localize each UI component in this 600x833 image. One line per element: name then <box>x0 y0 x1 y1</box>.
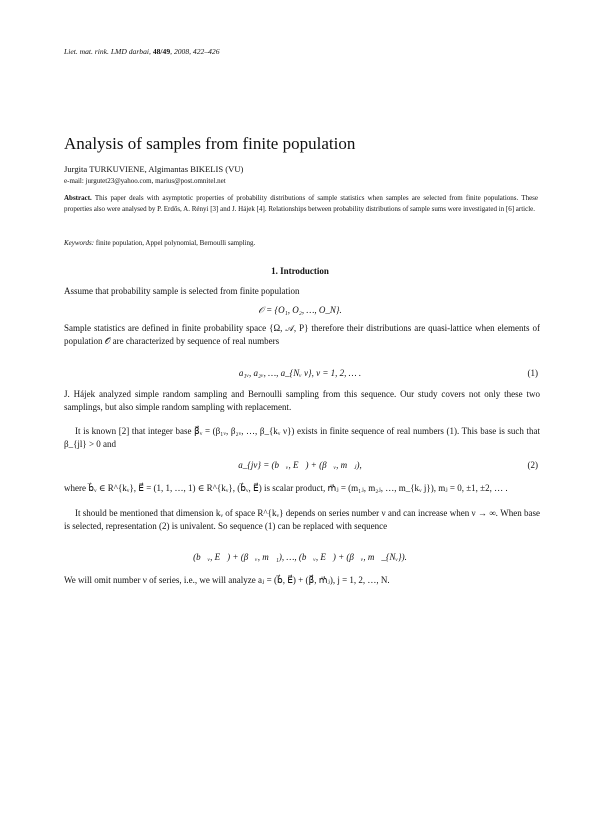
paragraph-2: Sample statistics are defined in finite probability space {Ω, 𝒜, P} therefore their distributions are quasi-lattice when elements of population 𝒪 are characterized by sequence of real numbers <box>64 323 540 346</box>
abstract-text: This paper deals with asymptotic properties of probability distributions of sample statistics when samples are selected from finite populations. These properties also were analysed by P. Erdős, A. Rényi [3] and J. Hájek [4]. Relationships between probability distributions of sample sums were investigated in [6] article. <box>64 194 539 213</box>
journal-name: Liet. mat. rink. LMD darbai, <box>64 47 151 56</box>
paragraph-6: It should be mentioned that dimension kᵥ of space R^{kᵥ} depends on series number ν and can increase when ν → ∞. When base is selected, representation (2) is univalent. So sequence (1) can be replaced with sequence <box>64 508 540 531</box>
keywords-label: Keywords: <box>64 239 95 247</box>
abstract <box>64 193 538 215</box>
keywords-text: finite population, Appel polynomial, Bernoulli sampling. <box>95 239 256 247</box>
equation-1: a₁ᵥ, a₂ᵥ, …, a_{Nᵥ ν}, ν = 1, 2, … . <box>238 368 362 378</box>
author-emails: e-mail: jurgutet23@yahoo.com, marius@post.omnitel.net <box>64 177 226 185</box>
paragraph-1: Assume that probability sample is selected from finite population <box>64 286 300 296</box>
paper-title: Analysis of samples from finite population <box>64 134 356 153</box>
equation-2: a_{jν} = (b⃗ᵥ, E⃗) + (β⃗ᵥ, m⃗ⱼ), <box>238 460 362 470</box>
abstract-label: Abstract. <box>64 194 92 202</box>
equation-population: 𝒪 = {O₁, O₂, …, O_N}. <box>258 305 342 315</box>
keywords <box>64 239 538 247</box>
journal-year-pages: , 2008, 422–426 <box>170 47 220 56</box>
journal-header <box>64 47 220 56</box>
paragraph-3: J. Hájek analyzed simple random sampling and Bernoulli sampling from this sequence. Our study covers not only these two samplings, but also simple random sampling with replacement. <box>64 389 540 412</box>
equation-1-number: (1) <box>527 368 538 378</box>
equation-2-number: (2) <box>527 460 538 470</box>
authors: Jurgita TURKUVIENE, Algimantas BIKELIS (VU) <box>64 164 244 174</box>
equation-3: (b⃗ᵥ, E⃗) + (β⃗ᵥ, m⃗₁), …, (b⃗ᵥ, E⃗) + (β⃗ᵥ, m⃗_{Nᵥ}). <box>193 552 407 562</box>
paragraph-5: where b⃗ᵥ ∈ R^{kᵥ}, E⃗ = (1, 1, …, 1) ∈ R^{kᵥ}, (b⃗ᵥ, E⃗) is scalar product, m⃗ⱼ = (m₁ⱼ, m₂ⱼ, …, m_{kᵥ j}), mⱼ = 0, ±1, ±2, … . <box>64 483 508 493</box>
paragraph-7: We will omit number ν of series, i.e., we will analyze aⱼ = (b⃗, E⃗) + (β⃗, m⃗ⱼ), j = 1, 2, …, N. <box>64 575 390 585</box>
paragraph-4: It is known [2] that integer base β⃗ᵥ = (β₁ᵥ, β₂ᵥ, …, β_{kᵥ ν}) exists in finite sequence of real numbers (1). This base is such that β_{jl} > 0 and <box>64 426 540 449</box>
section-heading: 1. Introduction <box>271 266 329 276</box>
journal-volume: 48/49 <box>152 47 171 56</box>
